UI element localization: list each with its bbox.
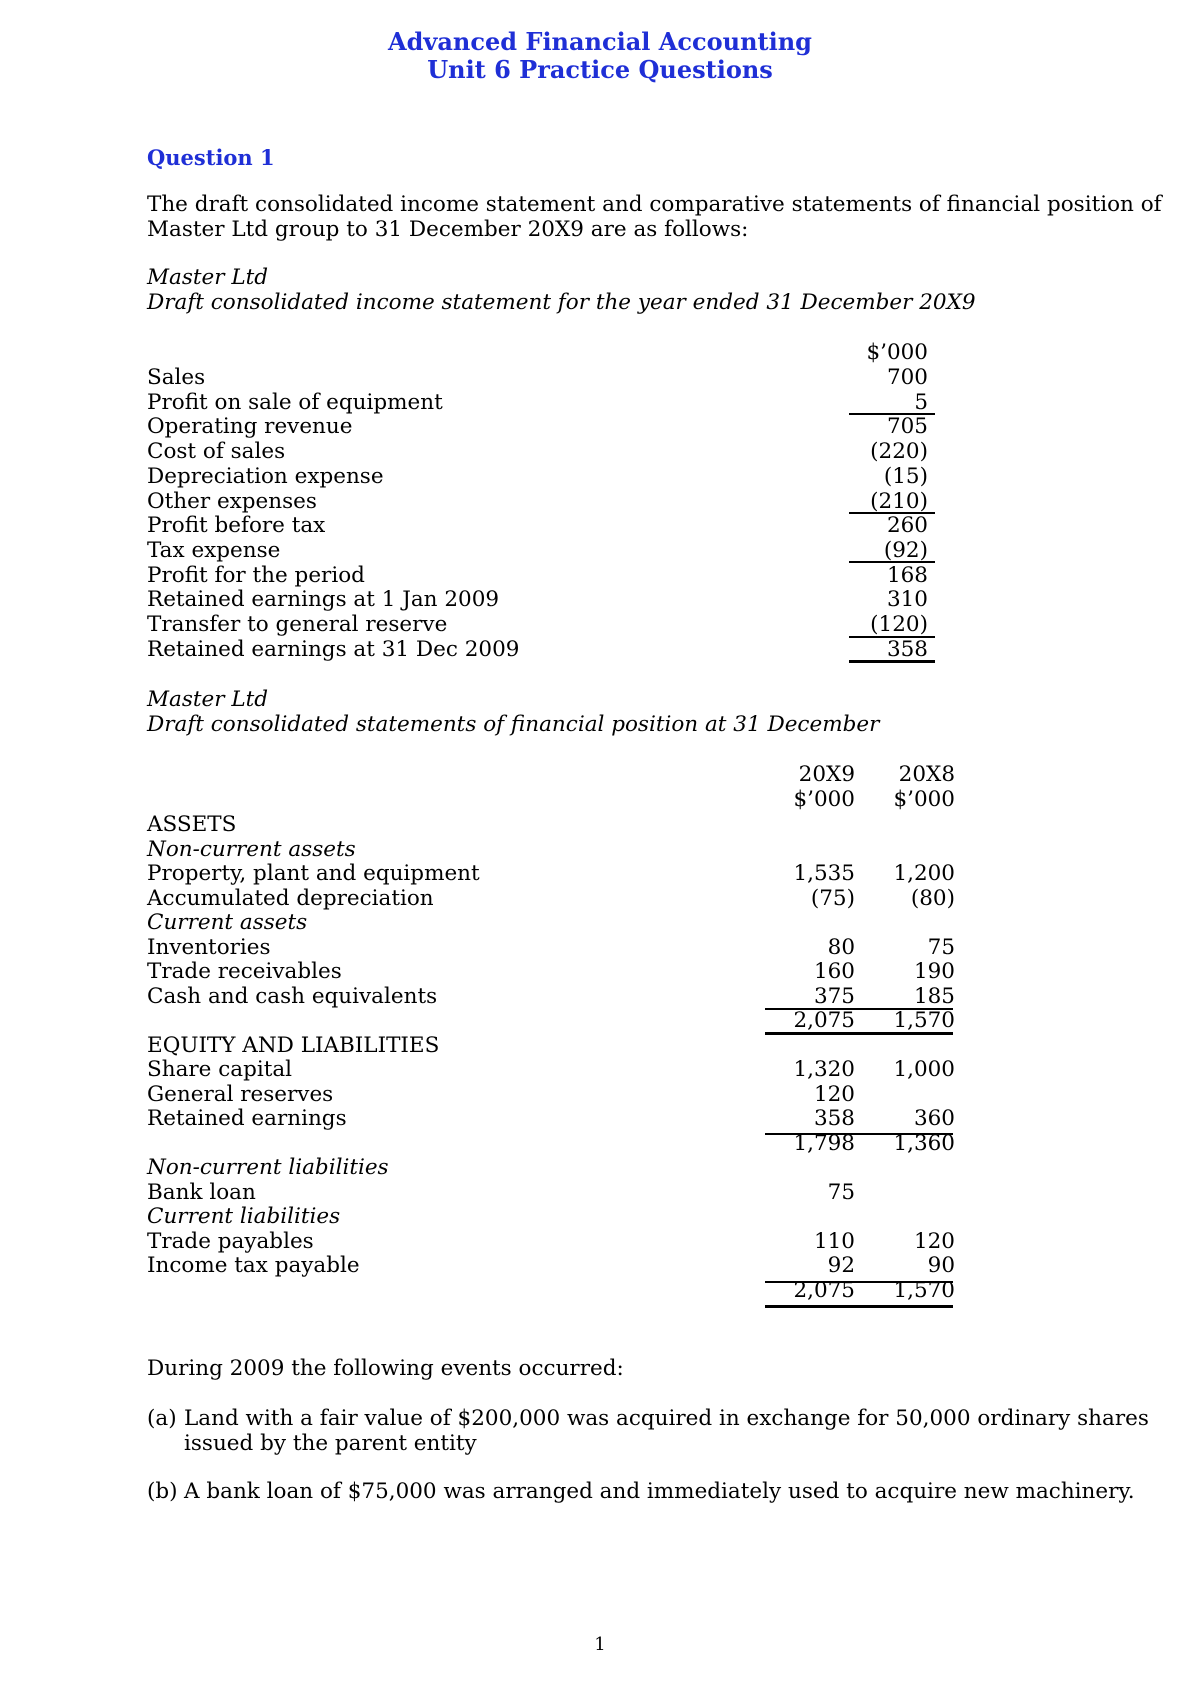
income-statement-entity: Master Ltd	[147, 265, 269, 290]
income-statement-double-rule	[849, 660, 935, 663]
event-b-marker: (b)	[147, 1479, 178, 1504]
income-statement-row-label: Retained earnings at 31 Dec 2009	[147, 637, 520, 662]
balance-sheet-value-20x9: 1,535	[793, 861, 855, 886]
balance-sheet-row-label: Current liabilities	[147, 1204, 341, 1229]
balance-sheet-value-20x9: 375	[813, 984, 855, 1009]
income-statement-row-value: 5	[914, 390, 928, 415]
balance-sheet-row-label: Bank loan	[147, 1180, 256, 1205]
balance-sheet-row-label: Share capital	[147, 1057, 293, 1082]
balance-sheet-value-20x9: 2,075	[793, 1008, 855, 1033]
balance-sheet-value-20x8: 185	[913, 984, 955, 1009]
balance-sheet-rule	[765, 1008, 953, 1010]
balance-sheet-value-20x9: 1,320	[793, 1057, 855, 1082]
balance-sheet-double-rule	[765, 1305, 953, 1308]
balance-sheet-value-20x8: 1,570	[893, 1008, 955, 1033]
income-statement-rule	[849, 561, 935, 563]
income-statement-row-value: 700	[886, 365, 928, 390]
balance-sheet-row-label: Current assets	[147, 910, 308, 935]
income-statement-row-value: 358	[886, 637, 928, 662]
income-statement-row-label: Other expenses	[147, 489, 317, 514]
income-statement-row-label: Profit before tax	[147, 513, 326, 538]
income-statement-row-value: 310	[886, 587, 928, 612]
balance-sheet-value-20x8: 75	[927, 935, 955, 960]
income-statement-row-value: 168	[886, 563, 928, 588]
col-year-20x9: 20X9	[798, 762, 855, 787]
income-statement-unit-header: $’000	[866, 340, 928, 365]
income-statement-row-value: (120)	[870, 612, 928, 637]
document-subtitle: Unit 6 Practice Questions	[427, 55, 773, 84]
balance-sheet-rule	[765, 1281, 953, 1283]
balance-sheet-rule	[765, 1133, 953, 1135]
balance-sheet-value-20x8: (80)	[910, 886, 955, 911]
balance-sheet-row-label: Income tax payable	[147, 1253, 360, 1278]
event-a-text-cont: issued by the parent entity	[184, 1431, 477, 1456]
income-statement-row-value: (220)	[870, 439, 928, 464]
balance-sheet-value-20x8: 1,570	[893, 1278, 955, 1303]
balance-sheet-value-20x8: 190	[913, 959, 955, 984]
col-unit-20x8: $’000	[893, 787, 955, 812]
balance-sheet-row-label: Inventories	[147, 935, 271, 960]
balance-sheet-value-20x9: 80	[827, 935, 855, 960]
income-statement-rule	[849, 512, 935, 514]
income-statement-row-value: (210)	[870, 489, 928, 514]
event-a-text: Land with a fair value of $200,000 was acquired in exchange for 50,000 ordinary shares	[184, 1406, 1149, 1431]
balance-sheet-row-label: Accumulated depreciation	[147, 886, 434, 911]
income-statement-row-value: 705	[886, 414, 928, 439]
income-statement-row-label: Tax expense	[147, 538, 281, 563]
balance-sheet-row-label: Retained earnings	[147, 1106, 347, 1131]
balance-sheet-value-20x9: (75)	[810, 886, 855, 911]
income-statement-row-label: Operating revenue	[147, 414, 353, 439]
income-statement-rule	[849, 413, 935, 415]
event-a-marker: (a)	[147, 1406, 177, 1431]
balance-sheet-title: Draft consolidated statements of financial position at 31 December	[147, 712, 880, 737]
balance-sheet-row-label: ASSETS	[147, 812, 237, 837]
income-statement-row-value: 260	[886, 513, 928, 538]
balance-sheet-value-20x8: 1,360	[893, 1131, 955, 1156]
balance-sheet-value-20x9: 110	[813, 1229, 855, 1254]
income-statement-rule	[849, 636, 935, 638]
income-statement-row-label: Transfer to general reserve	[147, 612, 448, 637]
balance-sheet-row-label: Non-current assets	[147, 837, 356, 862]
income-statement-title: Draft consolidated income statement for the year ended 31 December 20X9	[147, 290, 976, 315]
event-b-text: A bank loan of $75,000 was arranged and immediately used to acquire new machinery.	[184, 1479, 1135, 1504]
balance-sheet-entity: Master Ltd	[147, 687, 269, 712]
balance-sheet-value-20x8: 120	[913, 1229, 955, 1254]
income-statement-row-label: Sales	[147, 365, 206, 390]
balance-sheet-value-20x9: 1,798	[793, 1131, 855, 1156]
balance-sheet-value-20x8: 90	[927, 1253, 955, 1278]
income-statement-row-label: Retained earnings at 1 Jan 2009	[147, 587, 500, 612]
balance-sheet-row-label: Trade receivables	[147, 959, 342, 984]
income-statement-row-label: Profit on sale of equipment	[147, 390, 443, 415]
balance-sheet-value-20x9: 92	[827, 1253, 855, 1278]
balance-sheet-value-20x8: 1,200	[893, 861, 955, 886]
col-unit-20x9: $’000	[793, 787, 855, 812]
balance-sheet-value-20x9: 160	[813, 959, 855, 984]
balance-sheet-row-label: Property, plant and equipment	[147, 861, 480, 886]
balance-sheet-value-20x9: 358	[813, 1106, 855, 1131]
question-heading: Question 1	[147, 145, 275, 170]
balance-sheet-value-20x9: 120	[813, 1082, 855, 1107]
income-statement-row-label: Depreciation expense	[147, 464, 384, 489]
col-year-20x8: 20X8	[898, 762, 955, 787]
income-statement-row-value: (15)	[883, 464, 928, 489]
balance-sheet-row-label: Trade payables	[147, 1229, 314, 1254]
intro-line-1: The draft consolidated income statement and comparative statements of financial position of	[147, 192, 1162, 217]
intro-line-2: Master Ltd group to 31 December 20X9 are as follows:	[147, 217, 749, 242]
balance-sheet-value-20x8: 360	[913, 1106, 955, 1131]
income-statement-row-value: (92)	[883, 538, 928, 563]
events-intro: During 2009 the following events occurred:	[147, 1356, 624, 1381]
balance-sheet-double-rule	[765, 1032, 953, 1035]
balance-sheet-value-20x9: 2,075	[793, 1278, 855, 1303]
balance-sheet-row-label: General reserves	[147, 1082, 334, 1107]
balance-sheet-value-20x9: 75	[827, 1180, 855, 1205]
page-number: 1	[594, 1634, 606, 1655]
income-statement-row-label: Profit for the period	[147, 563, 365, 588]
balance-sheet-value-20x8: 1,000	[893, 1057, 955, 1082]
income-statement-row-label: Cost of sales	[147, 439, 286, 464]
balance-sheet-row-label: EQUITY AND LIABILITIES	[147, 1033, 440, 1058]
balance-sheet-row-label: Non-current liabilities	[147, 1155, 389, 1180]
balance-sheet-row-label: Cash and cash equivalents	[147, 984, 438, 1009]
document-title: Advanced Financial Accounting	[388, 27, 812, 56]
